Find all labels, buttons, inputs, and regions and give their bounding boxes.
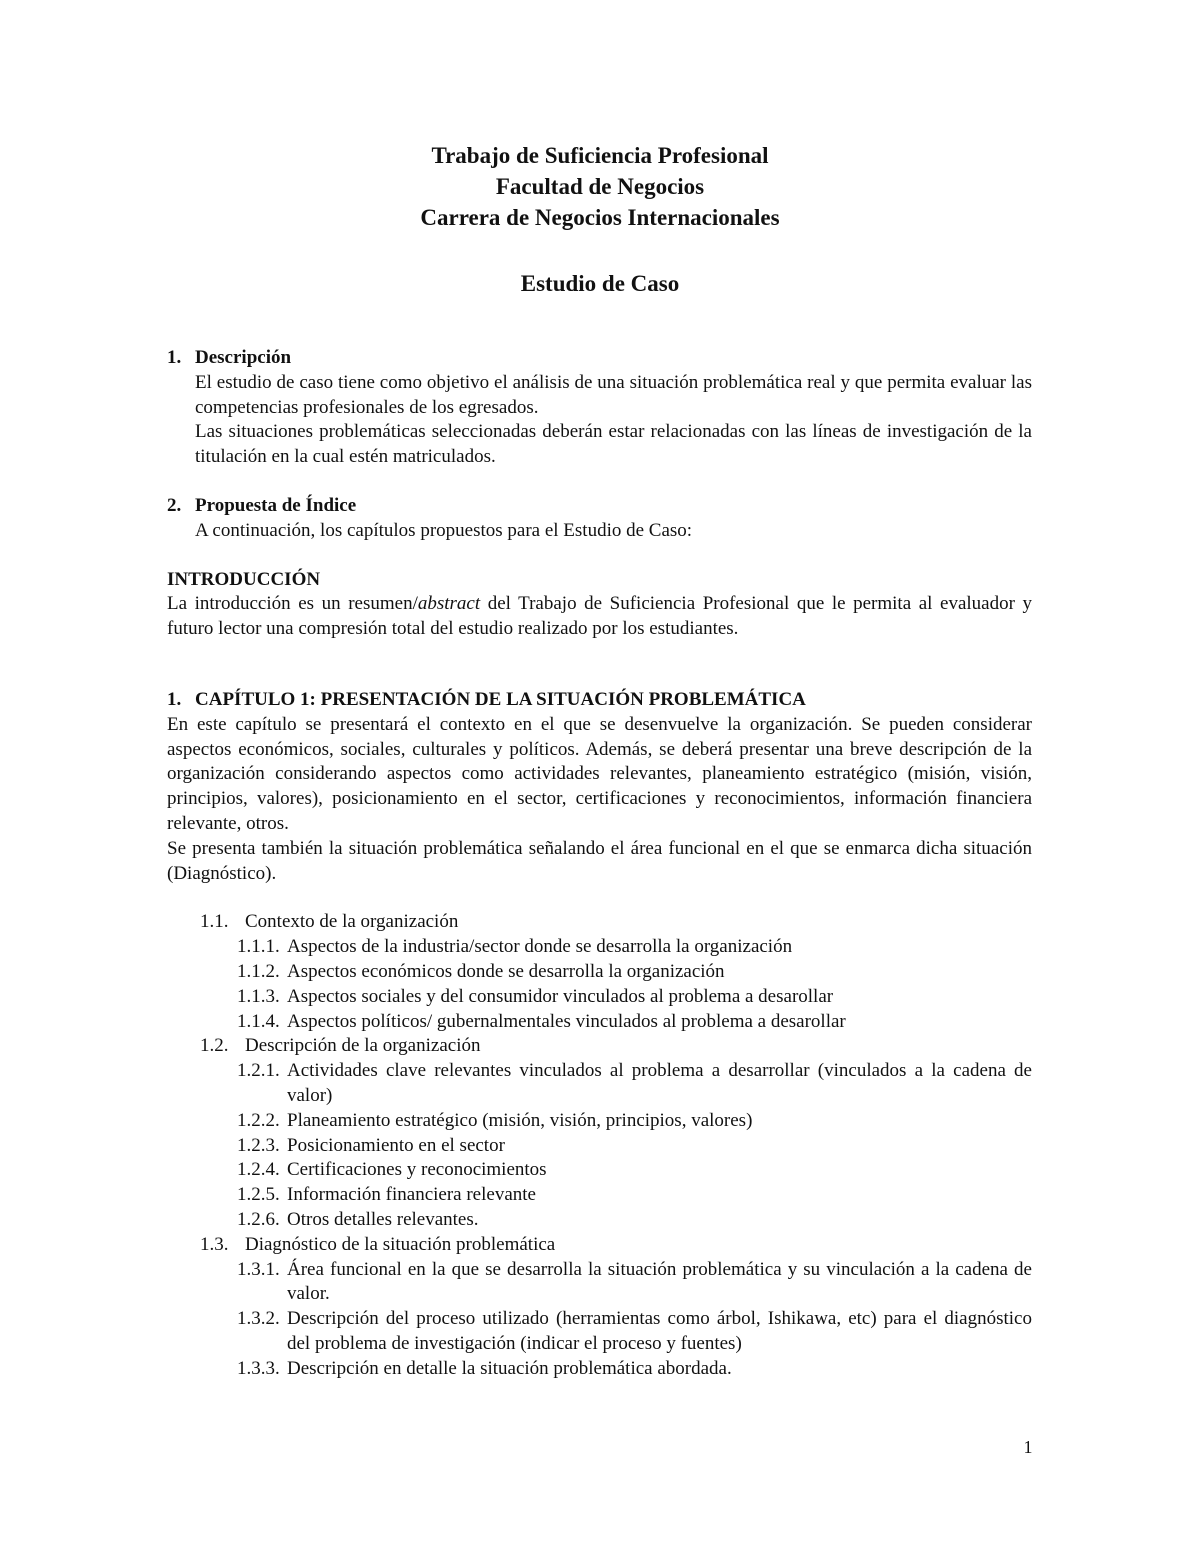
outline-number: 1.2.: [200, 1035, 229, 1057]
outline-text: Información financiera relevante: [287, 1184, 536, 1206]
outline-item-1-3-3: [167, 1357, 1032, 1382]
outline-text: Área funcional en la que se desarrolla la situación problemática y su vinculación a la cadena de valor.: [287, 1258, 1032, 1305]
header-line-1: Trabajo de Suficiencia Profesional: [431, 143, 769, 168]
outline-number: 1.3.2.: [237, 1308, 280, 1330]
outline-text: Otros detalles relevantes.: [287, 1208, 479, 1230]
outline-number: 1.1.: [200, 911, 229, 933]
section-1-paragraph-1: El estudio de caso tiene como objetivo el análisis de una situación problemática real y que permita evaluar las competencias profesionales de los egresados.: [195, 371, 1032, 418]
outline-number: 1.2.6.: [237, 1208, 280, 1230]
outline-number: 1.2.3.: [237, 1134, 280, 1156]
outline-number: 1.3.3.: [237, 1357, 280, 1379]
outline-text: Contexto de la organización: [245, 911, 459, 933]
outline-number: 1.1.1.: [237, 936, 280, 958]
outline-item-1-2-5: [167, 1183, 1032, 1208]
outline-item-1-1: [167, 910, 1032, 935]
outline-number: 1.2.1.: [237, 1060, 280, 1082]
outline-item-1-2-6: [167, 1208, 1032, 1233]
section-1-number: 1.: [167, 347, 182, 368]
section-2-title: Propuesta de Índice: [195, 494, 357, 516]
outline-text: Descripción del proceso utilizado (herramientas como árbol, Ishikawa, etc) para el diagnóstico del problema de investigación (indicar el proceso y fuentes): [287, 1308, 1032, 1354]
outline-text: Actividades clave relevantes vinculados al problema a desarrollar (vinculados a la cadena de valor): [287, 1060, 1032, 1106]
chapter-1-paragraph-1: En este capítulo se presentará el contexto en el que se desenvuelve la organización. Se pueden considerar aspectos económicos, sociales, culturales y políticos. Además, se deberá presentar una breve descripción de la organización considerando aspectos como actividades relevantes, planeamiento estratégico (misión, visión, principios, valores), posicionamiento en el sector, certificaciones y reconocimientos, información financiera relevante, otros.: [167, 713, 1032, 834]
section-2-heading: [167, 494, 1032, 519]
outline-text: Aspectos sociales y del consumidor vinculados al problema a desarollar: [287, 985, 834, 1007]
section-1-paragraph-2: Las situaciones problemáticas seleccionadas deberán estar relacionadas con las líneas de investigación de la titulación en la cual estén matriculados.: [195, 421, 1032, 468]
document-subtitle: Estudio de Caso: [520, 271, 680, 296]
intro-text-before: La introducción es un resumen/: [167, 593, 418, 615]
document-body: [167, 346, 1032, 1381]
outline-number: 1.2.5.: [237, 1184, 280, 1206]
outline-number: 1.3.: [200, 1233, 229, 1255]
outline-item-1-3-1: [167, 1258, 1032, 1308]
outline-text: Descripción de la organización: [245, 1035, 481, 1057]
chapter-1-outline: [167, 910, 1032, 1381]
outline-item-1-1-2: [167, 960, 1032, 985]
chapter-1-paragraph-2: Se presenta también la situación problemática señalando el área funcional en el que se enmarca dicha situación (Diagnóstico).: [167, 837, 1032, 884]
outline-text: Planeamiento estratégico (misión, visión, principios, valores): [287, 1109, 753, 1131]
section-1-body: [167, 371, 1032, 470]
intro-text-italic: abstract: [417, 593, 481, 615]
page-number: 1: [1023, 1437, 1033, 1457]
header-line-2: Facultad de Negocios: [495, 174, 705, 199]
outline-text: Aspectos políticos/ gubernalmentales vinculados al problema a desarollar: [287, 1010, 846, 1032]
section-2-body: [167, 519, 1032, 544]
outline-number: 1.1.2.: [237, 960, 280, 982]
intro-title: INTRODUCCIÓN: [167, 568, 321, 590]
outline-item-1-3: [167, 1233, 1032, 1258]
section-1-heading: [167, 346, 1032, 371]
section-2-number: 2.: [167, 494, 182, 516]
outline-number: 1.1.3.: [237, 985, 280, 1007]
outline-text: Certificaciones y reconocimientos: [287, 1159, 547, 1181]
outline-text: Descripción en detalle la situación problemática abordada.: [287, 1357, 732, 1379]
chapter-1-heading: [167, 688, 1032, 713]
section-1-title: Descripción: [195, 347, 292, 368]
outline-item-1-2-1: [167, 1059, 1032, 1109]
outline-text: Diagnóstico de la situación problemática: [245, 1233, 556, 1255]
outline-item-1-1-4: [167, 1010, 1032, 1035]
outline-item-1-2-3: [167, 1134, 1032, 1159]
outline-number: 1.3.1.: [237, 1258, 280, 1280]
outline-item-1-1-1: [167, 935, 1032, 960]
intro-text-after: del Trabajo de Suficiencia Profesional que le permita al evaluador y futuro lector una compresión total del estudio realizado por los estudiantes.: [167, 593, 1032, 640]
outline-text: Posicionamiento en el sector: [287, 1134, 505, 1156]
outline-number: 1.2.4.: [237, 1159, 280, 1181]
outline-item-1-1-3: [167, 985, 1032, 1010]
chapter-1-title: CAPÍTULO 1: PRESENTACIÓN DE LA SITUACIÓN PROBLEMÁTICA: [195, 688, 806, 710]
chapter-1-number: 1.: [167, 688, 182, 710]
outline-item-1-2: [167, 1034, 1032, 1059]
outline-text: Aspectos económicos donde se desarrolla la organización: [287, 960, 725, 982]
outline-item-1-2-2: [167, 1109, 1032, 1134]
intro-paragraph: [167, 592, 1032, 642]
outline-item-1-2-4: [167, 1158, 1032, 1183]
outline-item-1-3-2: [167, 1307, 1032, 1357]
outline-text: Aspectos de la industria/sector donde se desarrolla la organización: [287, 936, 793, 958]
outline-number: 1.2.2.: [237, 1109, 280, 1131]
document-header: [0, 140, 1200, 233]
header-line-3: Carrera de Negocios Internacionales: [420, 205, 780, 230]
section-2-paragraph: A continuación, los capítulos propuestos para el Estudio de Caso:: [195, 519, 693, 541]
outline-number: 1.1.4.: [237, 1010, 280, 1032]
